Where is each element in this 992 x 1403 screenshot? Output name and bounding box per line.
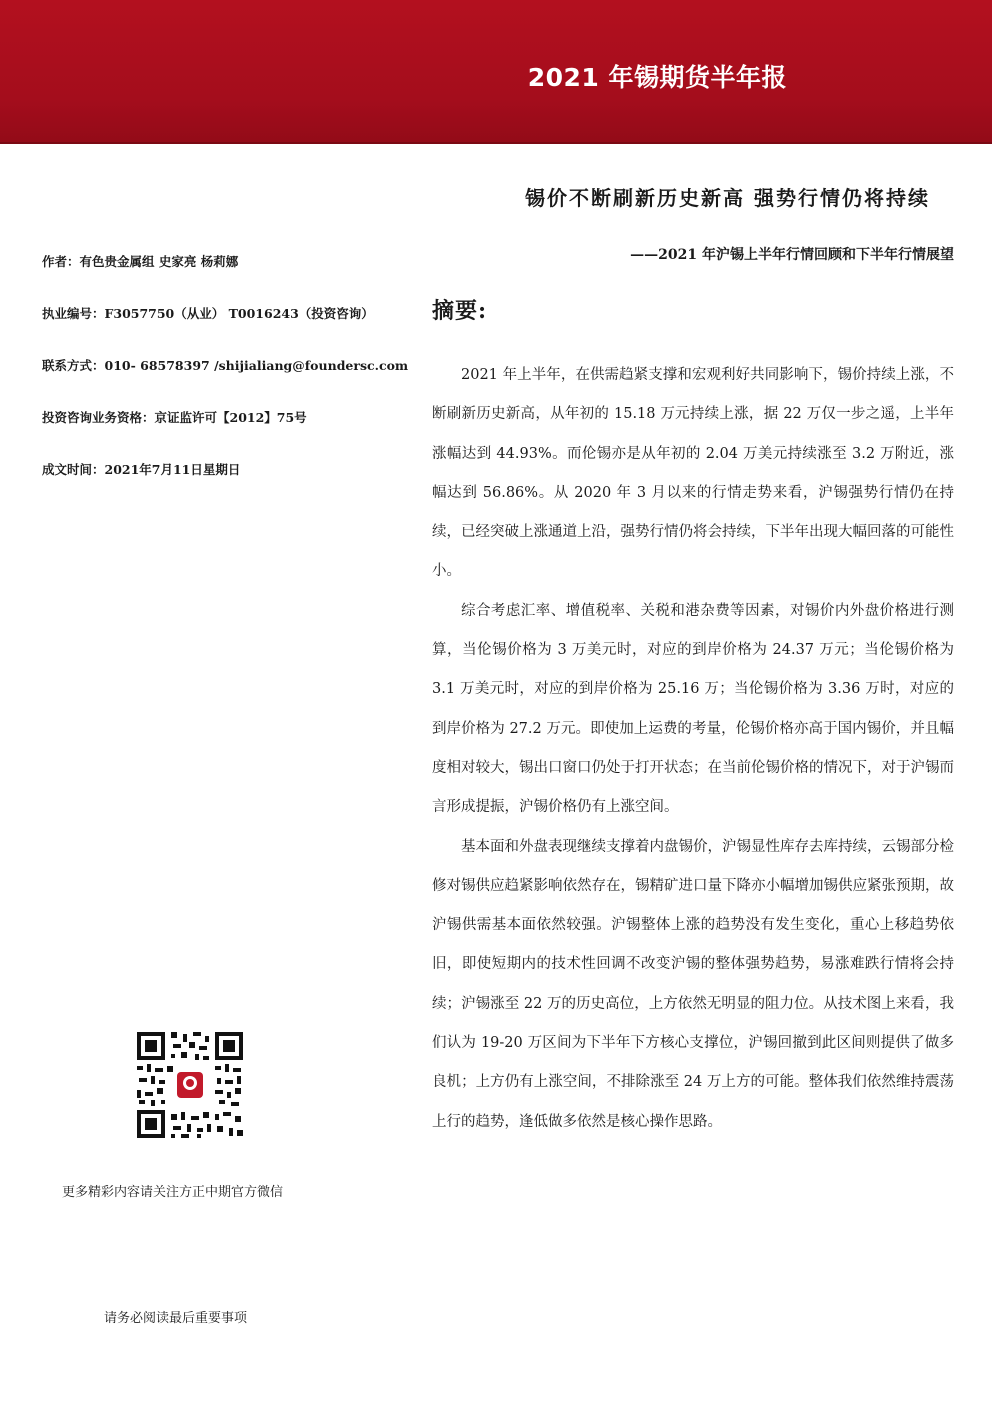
wechat-qr-code	[135, 1030, 245, 1140]
date-line: 成文时间：2021年7月11日星期日	[42, 462, 241, 477]
contact-line: 联系方式：010- 68578397 /shijialiang@foundersc.com	[42, 358, 409, 373]
abstract-body	[432, 356, 954, 1142]
abstract-heading: 摘要:	[432, 298, 488, 324]
main-title: 锡价不断刷新历史新高 强势行情仍将持续	[525, 186, 930, 210]
report-title: 2021 年锡期货半年报	[527, 63, 787, 92]
header-divider	[0, 142, 992, 144]
license-line: 执业编号：F3057750（从业） T0016243（投资咨询）	[42, 306, 374, 321]
footer-note: 请务必阅读最后重要事项	[104, 1311, 248, 1326]
abstract-paragraph: 基本面和外盘表现继续支撑着内盘锡价，沪锡显性库存去库持续，云锡部分检修对锡供应趋紧影响依然存在，锡精矿进口量下降亦小幅增加锡供应紧张预期，故沪锡供需基本面依然较强。沪锡整体上涨的趋势没有发生变化，重心上移趋势依旧，即使短期内的技术性回调不改变沪锡的整体强势趋势，易涨难跌行情将会持续；沪锡涨至 22 万的历史高位，上方依然无明显的阻力位。从技术图上来看，我们认为 19-20 万区间为下半年下方核心支撑位，沪锡回撤到此区间则提供了做多良机；上方仍有上涨空间，不排除涨至 24 万上方的可能。整体我们依然维持震荡上行的趋势，逢低做多依然是核心操作思路。	[432, 838, 954, 1130]
abstract-paragraph: 2021 年上半年，在供需趋紧支撑和宏观利好共同影响下，锡价持续上涨，不断刷新历史新高，从年初的 15.18 万元持续上涨，据 22 万仅一步之遥，上半年涨幅达到 44.93%。而伦锡亦是从年初的 2.04 万美元持续涨至 3.2 万附近，涨幅达到 56.86%。从 2020 年 3 月以来的行情走势来看，沪锡强势行情仍在持续，已经突破上涨通道上沿，强势行情仍将会持续，下半年出现大幅回落的可能性小。	[432, 367, 954, 580]
subtitle: ——2021 年沪锡上半年行情回顾和下半年行情展望	[630, 247, 954, 263]
qr-caption: 更多精彩内容请关注方正中期官方微信	[62, 1185, 284, 1200]
qualification-line: 投资咨询业务资格：京证监许可【2012】75号	[42, 410, 307, 425]
abstract-paragraph: 综合考虑汇率、增值税率、关税和港杂费等因素，对锡价内外盘价格进行测算，当伦锡价格为 3 万美元时，对应的到岸价格为 24.37 万元；当伦锡价格为 3.1 万美元时，对应的到岸价格为 25.16 万；当伦锡价格为 3.36 万时，对应的到岸价格为 27.2 万元。即使加上运费的考量，伦锡价格亦高于国内锡价，并且幅度相对较大，锡出口窗口仍处于打开状态；在当前伦锡价格的情况下，对于沪锡而言形成提振，沪锡价格仍有上涨空间。	[432, 602, 954, 816]
header-banner	[0, 0, 992, 142]
author-line: 作者：有色贵金属组 史家亮 杨莉娜	[42, 254, 239, 269]
